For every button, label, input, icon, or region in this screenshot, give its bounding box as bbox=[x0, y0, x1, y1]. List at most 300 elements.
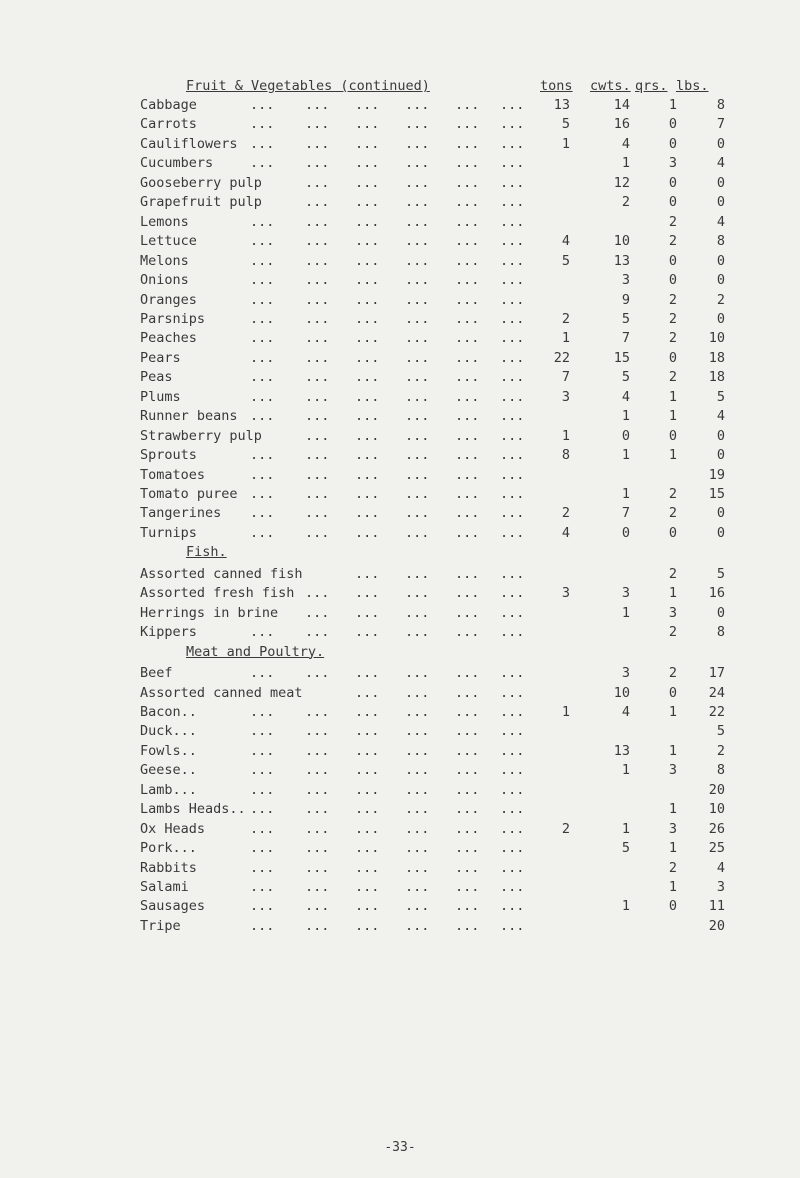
row-label: Fowls.. bbox=[140, 742, 197, 759]
dot-leader: ... bbox=[405, 213, 430, 230]
row-label: Cabbage bbox=[140, 97, 197, 113]
dot-leader: ... bbox=[405, 624, 430, 641]
dot-leader: ... bbox=[305, 466, 330, 483]
dot-leader: ... bbox=[455, 97, 480, 113]
dot-leader: ... bbox=[405, 604, 430, 621]
dot-leader: ... bbox=[250, 155, 275, 172]
dot-leader: ... bbox=[455, 565, 480, 582]
cell-qrs: 0 bbox=[668, 898, 677, 915]
cell-qrs: 1 bbox=[668, 742, 677, 759]
dot-leader: ... bbox=[500, 859, 525, 876]
cell-cwts: 13 bbox=[613, 742, 630, 759]
dot-leader: ... bbox=[500, 703, 525, 720]
cell-tons: 3 bbox=[561, 388, 570, 405]
dot-leader: ... bbox=[250, 917, 275, 934]
dot-leader: ... bbox=[355, 879, 380, 895]
dot-leader: ... bbox=[405, 665, 430, 682]
cell-lbs: 0 bbox=[716, 252, 725, 269]
dot-leader: ... bbox=[305, 194, 330, 211]
table-row bbox=[0, 311, 800, 331]
dot-leader: ... bbox=[250, 213, 275, 230]
dot-leader: ... bbox=[355, 349, 380, 366]
dot-leader: ... bbox=[250, 859, 275, 876]
dot-leader: ... bbox=[455, 898, 480, 915]
cell-lbs: 17 bbox=[708, 665, 725, 682]
cell-qrs: 1 bbox=[668, 585, 677, 602]
cell-tons: 2 bbox=[561, 310, 570, 327]
dot-leader: ... bbox=[500, 174, 525, 191]
cell-qrs: 0 bbox=[668, 116, 677, 133]
dot-leader: ... bbox=[250, 762, 275, 779]
table-row bbox=[0, 566, 800, 586]
cell-qrs: 2 bbox=[668, 665, 677, 682]
dot-leader: ... bbox=[500, 781, 525, 798]
cell-cwts: 1 bbox=[621, 604, 630, 621]
cell-lbs: 20 bbox=[708, 781, 725, 798]
dot-leader: ... bbox=[500, 879, 525, 895]
dot-leader: ... bbox=[405, 97, 430, 113]
row-label: Peas bbox=[140, 369, 173, 386]
cell-lbs: 26 bbox=[708, 820, 725, 837]
table-row bbox=[0, 97, 800, 117]
dot-leader: ... bbox=[500, 624, 525, 641]
dot-leader: ... bbox=[355, 801, 380, 818]
dot-leader: ... bbox=[405, 349, 430, 366]
dot-leader: ... bbox=[250, 291, 275, 308]
dot-leader: ... bbox=[455, 820, 480, 837]
dot-leader: ... bbox=[455, 116, 480, 133]
cell-lbs: 8 bbox=[716, 624, 725, 641]
dot-leader: ... bbox=[355, 116, 380, 133]
cell-lbs: 4 bbox=[716, 213, 725, 230]
dot-leader: ... bbox=[250, 369, 275, 386]
dot-leader: ... bbox=[500, 252, 525, 269]
table-row bbox=[0, 898, 800, 918]
cell-lbs: 20 bbox=[708, 917, 725, 934]
dot-leader: ... bbox=[305, 585, 330, 602]
dot-leader: ... bbox=[305, 447, 330, 464]
dot-leader: ... bbox=[500, 486, 525, 502]
dot-leader: ... bbox=[405, 116, 430, 133]
dot-leader: ... bbox=[250, 703, 275, 720]
dot-leader: ... bbox=[500, 427, 525, 444]
dot-leader: ... bbox=[250, 97, 275, 113]
table-row bbox=[0, 155, 800, 175]
dot-leader: ... bbox=[355, 859, 380, 876]
dot-leader: ... bbox=[305, 840, 330, 857]
dot-leader: ... bbox=[355, 272, 380, 289]
cell-qrs: 3 bbox=[668, 820, 677, 837]
cell-lbs: 5 bbox=[716, 723, 725, 740]
dot-leader: ... bbox=[355, 684, 380, 701]
cell-qrs: 0 bbox=[668, 194, 677, 211]
row-label: Ox Heads bbox=[140, 820, 206, 837]
row-label: Cucumbers bbox=[140, 155, 214, 172]
cell-qrs: 1 bbox=[668, 447, 677, 464]
col-header-tons: tons bbox=[540, 78, 573, 94]
cell-cwts: 9 bbox=[621, 291, 630, 308]
table-row bbox=[0, 782, 800, 802]
dot-leader: ... bbox=[355, 466, 380, 483]
table-row bbox=[0, 136, 800, 156]
dot-leader: ... bbox=[455, 155, 480, 172]
dot-leader: ... bbox=[405, 486, 430, 502]
row-label: Oranges bbox=[140, 291, 197, 308]
cell-cwts: 7 bbox=[621, 505, 630, 522]
dot-leader: ... bbox=[500, 840, 525, 857]
cell-tons: 2 bbox=[561, 505, 570, 522]
dot-leader: ... bbox=[455, 466, 480, 483]
dot-leader: ... bbox=[500, 233, 525, 250]
row-label: Bacon.. bbox=[140, 703, 197, 720]
row-label: Assorted canned fish bbox=[140, 565, 303, 582]
col-header-lbs: lbs. bbox=[676, 78, 709, 94]
cell-qrs: 3 bbox=[668, 604, 677, 621]
row-label: Sausages bbox=[140, 898, 206, 915]
dot-leader: ... bbox=[455, 665, 480, 682]
dot-leader: ... bbox=[405, 801, 430, 818]
dot-leader: ... bbox=[455, 447, 480, 464]
cell-qrs: 1 bbox=[668, 840, 677, 857]
table-row bbox=[0, 253, 800, 273]
dot-leader: ... bbox=[405, 840, 430, 857]
cell-qrs: 0 bbox=[668, 272, 677, 289]
cell-qrs: 1 bbox=[668, 703, 677, 720]
cell-lbs: 15 bbox=[708, 486, 725, 502]
dot-leader: ... bbox=[355, 665, 380, 682]
cell-lbs: 2 bbox=[716, 291, 725, 308]
row-label: Pork... bbox=[140, 840, 197, 857]
section-title: Fruit & Vegetables (continued) bbox=[186, 78, 430, 94]
dot-leader: ... bbox=[455, 486, 480, 502]
dot-leader: ... bbox=[355, 820, 380, 837]
table-row bbox=[0, 428, 800, 448]
table-row bbox=[0, 505, 800, 525]
table-row bbox=[0, 175, 800, 195]
row-label: Assorted fresh fish bbox=[140, 585, 295, 602]
cell-qrs: 2 bbox=[668, 505, 677, 522]
cell-lbs: 0 bbox=[716, 194, 725, 211]
dot-leader: ... bbox=[455, 330, 480, 347]
dot-leader: ... bbox=[305, 524, 330, 541]
cell-lbs: 0 bbox=[716, 604, 725, 621]
dot-leader: ... bbox=[500, 97, 525, 113]
dot-leader: ... bbox=[500, 801, 525, 818]
dot-leader: ... bbox=[355, 213, 380, 230]
cell-tons: 4 bbox=[561, 524, 570, 541]
dot-leader: ... bbox=[305, 505, 330, 522]
cell-cwts: 14 bbox=[613, 97, 630, 113]
cell-qrs: 2 bbox=[668, 291, 677, 308]
dot-leader: ... bbox=[500, 742, 525, 759]
row-label: Tangerines bbox=[140, 505, 222, 522]
table-row bbox=[0, 214, 800, 234]
dot-leader: ... bbox=[305, 665, 330, 682]
table-row bbox=[0, 801, 800, 821]
dot-leader: ... bbox=[405, 703, 430, 720]
dot-leader: ... bbox=[355, 174, 380, 191]
cell-cwts: 4 bbox=[621, 388, 630, 405]
dot-leader: ... bbox=[405, 447, 430, 464]
cell-qrs: 2 bbox=[668, 859, 677, 876]
cell-cwts: 1 bbox=[621, 155, 630, 172]
table-row bbox=[0, 467, 800, 487]
dot-leader: ... bbox=[355, 155, 380, 172]
dot-leader: ... bbox=[405, 524, 430, 541]
table-row bbox=[0, 389, 800, 409]
table-row bbox=[0, 233, 800, 253]
dot-leader: ... bbox=[305, 310, 330, 327]
dot-leader: ... bbox=[455, 585, 480, 602]
dot-leader: ... bbox=[250, 349, 275, 366]
row-label: Turnips bbox=[140, 524, 197, 541]
dot-leader: ... bbox=[500, 898, 525, 915]
cell-lbs: 4 bbox=[716, 408, 725, 425]
row-label: Pears bbox=[140, 349, 181, 366]
row-label: Kippers bbox=[140, 624, 197, 641]
table-row bbox=[0, 860, 800, 880]
dot-leader: ... bbox=[250, 781, 275, 798]
dot-leader: ... bbox=[305, 233, 330, 250]
dot-leader: ... bbox=[305, 879, 330, 895]
dot-leader: ... bbox=[305, 272, 330, 289]
dot-leader: ... bbox=[405, 898, 430, 915]
cell-qrs: 0 bbox=[668, 684, 677, 701]
dot-leader: ... bbox=[355, 898, 380, 915]
dot-leader: ... bbox=[250, 898, 275, 915]
cell-qrs: 2 bbox=[668, 330, 677, 347]
cell-lbs: 8 bbox=[716, 97, 725, 113]
cell-cwts: 3 bbox=[621, 665, 630, 682]
dot-leader: ... bbox=[305, 135, 330, 152]
dot-leader: ... bbox=[355, 624, 380, 641]
dot-leader: ... bbox=[355, 369, 380, 386]
row-label: Duck... bbox=[140, 723, 197, 740]
dot-leader: ... bbox=[500, 116, 525, 133]
table-row bbox=[0, 272, 800, 292]
dot-leader: ... bbox=[305, 917, 330, 934]
dot-leader: ... bbox=[305, 330, 330, 347]
cell-lbs: 3 bbox=[716, 879, 725, 895]
cell-tons: 1 bbox=[561, 330, 570, 347]
dot-leader: ... bbox=[455, 703, 480, 720]
cell-cwts: 4 bbox=[621, 135, 630, 152]
cell-tons: 2 bbox=[561, 820, 570, 837]
cell-qrs: 1 bbox=[668, 879, 677, 895]
col-header-cwts: cwts. bbox=[590, 78, 631, 94]
dot-leader: ... bbox=[250, 505, 275, 522]
table-row bbox=[0, 743, 800, 763]
cell-lbs: 25 bbox=[708, 840, 725, 857]
dot-leader: ... bbox=[250, 388, 275, 405]
dot-leader: ... bbox=[455, 349, 480, 366]
dot-leader: ... bbox=[355, 330, 380, 347]
cell-cwts: 16 bbox=[613, 116, 630, 133]
row-label: Parsnips bbox=[140, 310, 206, 327]
cell-lbs: 11 bbox=[708, 898, 725, 915]
dot-leader: ... bbox=[500, 466, 525, 483]
row-label: Runner beans bbox=[140, 408, 238, 425]
dot-leader: ... bbox=[305, 369, 330, 386]
cell-cwts: 1 bbox=[621, 447, 630, 464]
dot-leader: ... bbox=[305, 703, 330, 720]
cell-lbs: 5 bbox=[716, 388, 725, 405]
dot-leader: ... bbox=[455, 684, 480, 701]
cell-cwts: 10 bbox=[613, 233, 630, 250]
cell-lbs: 18 bbox=[708, 349, 725, 366]
dot-leader: ... bbox=[405, 820, 430, 837]
dot-leader: ... bbox=[305, 213, 330, 230]
cell-lbs: 0 bbox=[716, 427, 725, 444]
dot-leader: ... bbox=[305, 762, 330, 779]
page-number: -33- bbox=[384, 1140, 416, 1155]
row-label: Grapefruit pulp bbox=[140, 194, 262, 211]
table-row bbox=[0, 821, 800, 841]
dot-leader: ... bbox=[405, 565, 430, 582]
dot-leader: ... bbox=[500, 213, 525, 230]
dot-leader: ... bbox=[500, 524, 525, 541]
dot-leader: ... bbox=[500, 369, 525, 386]
dot-leader: ... bbox=[455, 604, 480, 621]
cell-cwts: 2 bbox=[621, 194, 630, 211]
row-label: Lemons bbox=[140, 213, 189, 230]
table-row bbox=[0, 879, 800, 899]
cell-qrs: 2 bbox=[668, 369, 677, 386]
dot-leader: ... bbox=[250, 310, 275, 327]
dot-leader: ... bbox=[500, 155, 525, 172]
row-label: Rabbits bbox=[140, 859, 197, 876]
row-label: Gooseberry pulp bbox=[140, 174, 262, 191]
cell-tons: 13 bbox=[553, 97, 570, 113]
row-label: Melons bbox=[140, 252, 189, 269]
cell-cwts: 1 bbox=[621, 762, 630, 779]
dot-leader: ... bbox=[250, 116, 275, 133]
cell-lbs: 10 bbox=[708, 801, 725, 818]
dot-leader: ... bbox=[305, 291, 330, 308]
row-label: Herrings in brine bbox=[140, 604, 279, 621]
cell-qrs: 2 bbox=[668, 213, 677, 230]
cell-qrs: 0 bbox=[668, 174, 677, 191]
cell-lbs: 24 bbox=[708, 684, 725, 701]
dot-leader: ... bbox=[455, 505, 480, 522]
cell-tons: 5 bbox=[561, 252, 570, 269]
dot-leader: ... bbox=[455, 624, 480, 641]
cell-tons: 22 bbox=[553, 349, 570, 366]
dot-leader: ... bbox=[455, 781, 480, 798]
table-row bbox=[0, 605, 800, 625]
dot-leader: ... bbox=[405, 291, 430, 308]
table-row bbox=[0, 369, 800, 389]
dot-leader: ... bbox=[405, 585, 430, 602]
cell-lbs: 8 bbox=[716, 233, 725, 250]
dot-leader: ... bbox=[250, 447, 275, 464]
dot-leader: ... bbox=[355, 194, 380, 211]
dot-leader: ... bbox=[355, 565, 380, 582]
cell-qrs: 1 bbox=[668, 408, 677, 425]
cell-tons: 5 bbox=[561, 116, 570, 133]
dot-leader: ... bbox=[305, 723, 330, 740]
dot-leader: ... bbox=[455, 135, 480, 152]
dot-leader: ... bbox=[405, 505, 430, 522]
dot-leader: ... bbox=[305, 742, 330, 759]
cell-lbs: 0 bbox=[716, 524, 725, 541]
cell-cwts: 0 bbox=[621, 427, 630, 444]
cell-qrs: 0 bbox=[668, 524, 677, 541]
table-row bbox=[0, 685, 800, 705]
row-label: Tripe bbox=[140, 917, 181, 934]
dot-leader: ... bbox=[305, 427, 330, 444]
dot-leader: ... bbox=[305, 408, 330, 425]
dot-leader: ... bbox=[405, 723, 430, 740]
row-label: Cauliflowers bbox=[140, 135, 238, 152]
dot-leader: ... bbox=[355, 723, 380, 740]
dot-leader: ... bbox=[455, 840, 480, 857]
table-row bbox=[0, 762, 800, 782]
dot-leader: ... bbox=[455, 742, 480, 759]
dot-leader: ... bbox=[455, 233, 480, 250]
cell-lbs: 7 bbox=[716, 116, 725, 133]
dot-leader: ... bbox=[500, 723, 525, 740]
dot-leader: ... bbox=[355, 840, 380, 857]
cell-lbs: 5 bbox=[716, 565, 725, 582]
cell-qrs: 0 bbox=[668, 349, 677, 366]
cell-qrs: 1 bbox=[668, 388, 677, 405]
dot-leader: ... bbox=[405, 859, 430, 876]
dot-leader: ... bbox=[305, 388, 330, 405]
row-label: Salami bbox=[140, 879, 189, 895]
cell-qrs: 2 bbox=[668, 624, 677, 641]
dot-leader: ... bbox=[355, 427, 380, 444]
dot-leader: ... bbox=[500, 135, 525, 152]
dot-leader: ... bbox=[355, 486, 380, 502]
fish-heading: Fish. bbox=[186, 544, 227, 561]
dot-leader: ... bbox=[405, 330, 430, 347]
cell-lbs: 2 bbox=[716, 742, 725, 759]
dot-leader: ... bbox=[355, 917, 380, 934]
dot-leader: ... bbox=[500, 272, 525, 289]
cell-lbs: 0 bbox=[716, 505, 725, 522]
dot-leader: ... bbox=[250, 466, 275, 483]
row-label: Peaches bbox=[140, 330, 197, 347]
row-label: Tomato puree bbox=[140, 486, 238, 502]
dot-leader: ... bbox=[305, 155, 330, 172]
cell-cwts: 1 bbox=[621, 898, 630, 915]
dot-leader: ... bbox=[405, 762, 430, 779]
cell-tons: 8 bbox=[561, 447, 570, 464]
cell-qrs: 0 bbox=[668, 135, 677, 152]
dot-leader: ... bbox=[305, 486, 330, 502]
dot-leader: ... bbox=[405, 742, 430, 759]
cell-lbs: 19 bbox=[708, 466, 725, 483]
dot-leader: ... bbox=[355, 585, 380, 602]
table-row bbox=[0, 350, 800, 370]
cell-lbs: 8 bbox=[716, 762, 725, 779]
row-label: Assorted canned meat bbox=[140, 684, 303, 701]
dot-leader: ... bbox=[355, 703, 380, 720]
dot-leader: ... bbox=[305, 174, 330, 191]
dot-leader: ... bbox=[455, 859, 480, 876]
dot-leader: ... bbox=[250, 742, 275, 759]
row-label: Strawberry pulp bbox=[140, 427, 262, 444]
dot-leader: ... bbox=[355, 505, 380, 522]
cell-qrs: 2 bbox=[668, 310, 677, 327]
dot-leader: ... bbox=[250, 879, 275, 895]
dot-leader: ... bbox=[250, 624, 275, 641]
row-label: Onions bbox=[140, 272, 189, 289]
dot-leader: ... bbox=[250, 665, 275, 682]
dot-leader: ... bbox=[305, 252, 330, 269]
dot-leader: ... bbox=[405, 369, 430, 386]
